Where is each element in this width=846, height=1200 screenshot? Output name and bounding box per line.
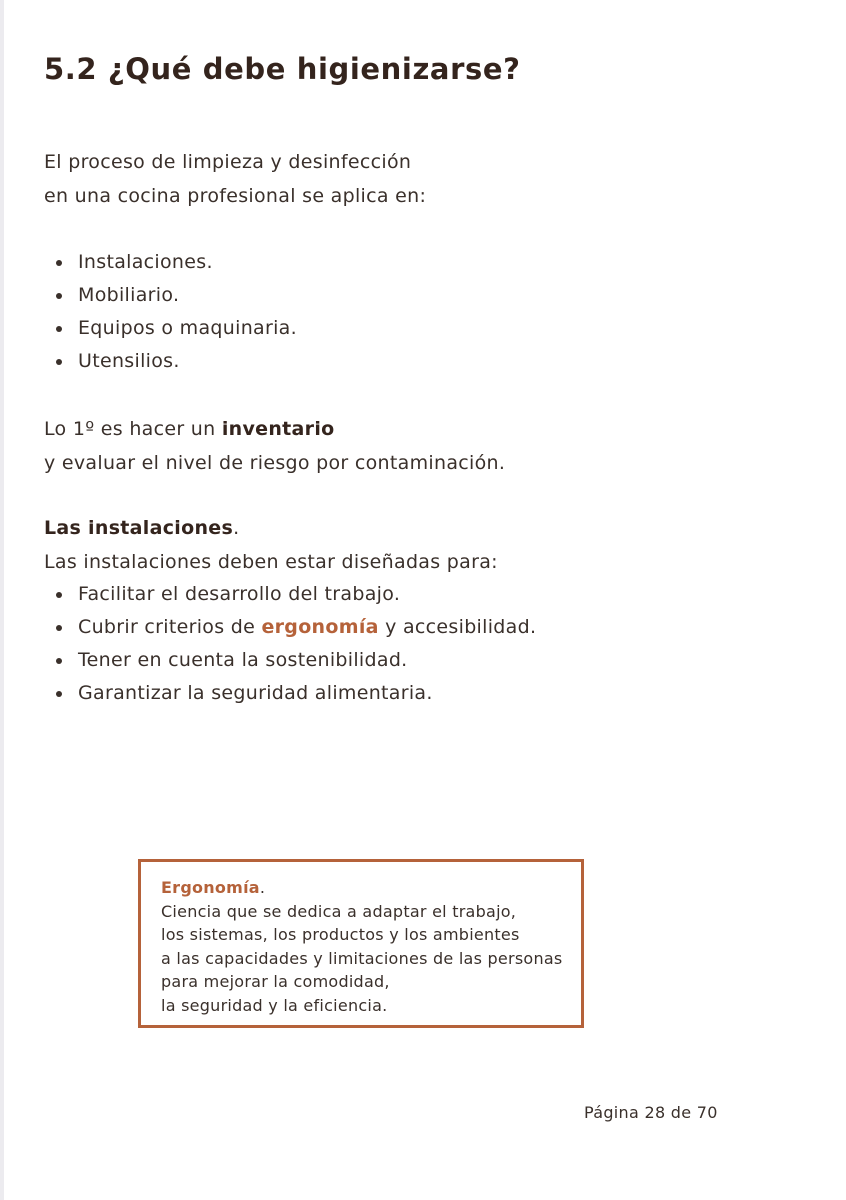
apply-list xyxy=(44,246,297,378)
bullet-icon xyxy=(56,691,62,697)
list-item-text: Tener en cuenta la sostenibilidad. xyxy=(78,649,408,671)
installations-heading: Las instalaciones xyxy=(44,517,234,539)
installations-intro: Las instalaciones deben estar diseñadas para: xyxy=(44,551,498,573)
inventory-keyword: inventario xyxy=(221,418,335,440)
definition-line: Ciencia que se dedica a adaptar el trabajo, xyxy=(161,901,517,921)
bullet-icon xyxy=(56,658,62,664)
bullet-icon xyxy=(56,625,62,631)
intro-line-1: El proceso de limpieza y desinfección xyxy=(44,151,412,173)
intro-line-2: en una cocina profesional se aplica en: xyxy=(44,185,427,207)
definition-line: la seguridad y la eficiencia. xyxy=(161,995,388,1015)
page-left-edge xyxy=(0,0,4,1200)
definition-line: a las capacidades y limitaciones de las personas xyxy=(161,948,563,968)
definition-term: Ergonomía xyxy=(161,878,260,897)
list-item-text: Utensilios. xyxy=(78,350,180,372)
definition-box xyxy=(138,859,584,1028)
list-item xyxy=(44,611,536,644)
definition-content xyxy=(161,876,562,1017)
installations-list xyxy=(44,578,536,710)
definition-term-punct: . xyxy=(259,878,266,897)
list-item xyxy=(44,312,297,345)
inventory-line-1 xyxy=(44,412,505,446)
installations-heading-line xyxy=(44,511,498,545)
list-item xyxy=(44,246,297,279)
list-item xyxy=(44,345,297,378)
list-item xyxy=(44,644,536,677)
list-item-text: Garantizar la seguridad alimentaria. xyxy=(78,682,433,704)
bullet-icon xyxy=(56,359,62,365)
list-item xyxy=(44,578,536,611)
installations-section xyxy=(44,511,498,579)
section-title: 5.2 ¿Qué debe higienizarse? xyxy=(44,52,521,86)
inventory-paragraph xyxy=(44,412,505,480)
bullet-icon xyxy=(56,592,62,598)
list-item xyxy=(44,279,297,312)
list-item-suffix: y accesibilidad. xyxy=(378,616,537,638)
bullet-icon xyxy=(56,293,62,299)
list-item-text: Equipos o maquinaria. xyxy=(78,317,297,339)
ergonomia-highlight: ergonomía xyxy=(261,616,379,638)
intro-paragraph xyxy=(44,145,426,213)
bullet-icon xyxy=(56,260,62,266)
list-item-text: Facilitar el desarrollo del trabajo. xyxy=(78,583,401,605)
page-number: Página 28 de 70 xyxy=(584,1103,718,1122)
list-item-text: Instalaciones. xyxy=(78,251,213,273)
list-item-text: Mobiliario. xyxy=(78,284,180,306)
list-item-prefix: Cubrir criterios de xyxy=(78,616,262,638)
inventory-line-2: y evaluar el nivel de riesgo por contaminación. xyxy=(44,452,506,474)
list-item xyxy=(44,677,536,710)
definition-line: los sistemas, los productos y los ambientes xyxy=(161,925,520,944)
definition-line: para mejorar la comodidad, xyxy=(161,972,390,991)
inventory-prefix: Lo 1º es hacer un xyxy=(44,418,222,440)
definition-term-line xyxy=(161,876,562,900)
installations-heading-punct: . xyxy=(233,517,240,539)
bullet-icon xyxy=(56,326,62,332)
